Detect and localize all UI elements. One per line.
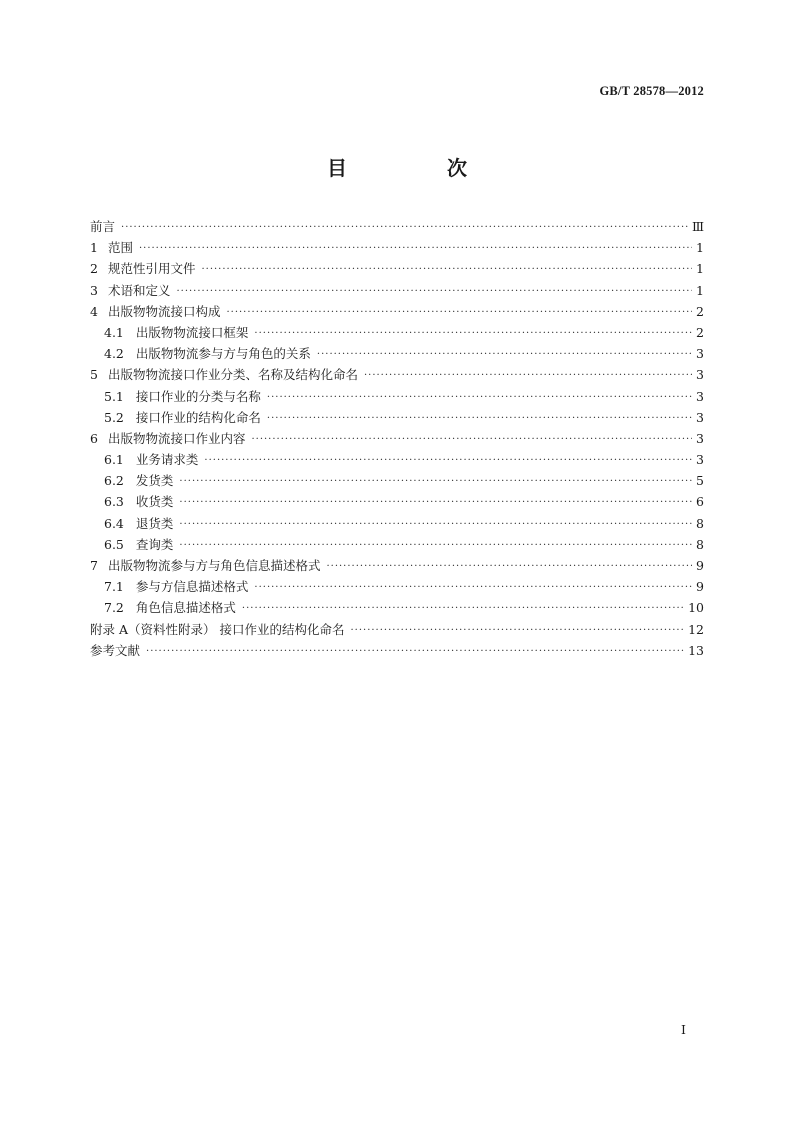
toc-entry[interactable]	[90, 576, 704, 597]
toc-entry-number: 4.1	[104, 324, 124, 340]
toc-dot-leader	[254, 577, 692, 598]
toc-entry-title: 出版物物流接口构成	[107, 303, 221, 319]
toc-dot-leader	[179, 535, 692, 556]
toc-entry[interactable]	[90, 534, 704, 555]
toc-entry-page: 6	[696, 494, 704, 510]
toc-entry-page: 12	[688, 621, 704, 637]
toc-entry-number: 6.3	[104, 494, 124, 510]
toc-entry-number: 7.1	[104, 579, 124, 595]
toc-entry-title: 附录 A（资料性附录） 接口作业的结构化命名	[90, 621, 345, 637]
toc-dot-leader	[146, 641, 684, 662]
toc-entry[interactable]	[90, 619, 704, 640]
toc-entry[interactable]	[90, 449, 704, 470]
toc-dot-leader	[326, 556, 692, 577]
toc-dot-leader	[350, 620, 684, 641]
toc-entry[interactable]	[90, 597, 704, 618]
toc-entry-number: 6.2	[104, 473, 124, 489]
toc-dot-leader	[121, 217, 688, 238]
toc-entry-title: 收货类	[135, 494, 174, 510]
toc-entry-page: 3	[696, 430, 704, 446]
toc-entry-title: 规范性引用文件	[107, 261, 196, 277]
toc-entry[interactable]	[90, 407, 704, 428]
page-number: I	[681, 1022, 686, 1037]
toc-dot-leader	[176, 281, 692, 302]
toc-dot-leader	[179, 492, 692, 513]
toc-entry-page: 8	[696, 536, 704, 552]
toc-entry-number: 3	[90, 282, 98, 298]
toc-entry[interactable]	[90, 428, 704, 449]
toc-entry[interactable]	[90, 364, 704, 385]
toc-entry-page: 9	[696, 579, 704, 595]
toc-entry[interactable]	[90, 470, 704, 491]
toc-entry-page: 8	[696, 515, 704, 531]
toc-entry-title: 出版物物流参与方与角色信息描述格式	[107, 558, 321, 573]
toc-entry-title: 出版物物流接口作业分类、名称及结构化命名	[107, 367, 358, 383]
toc-entry-page: 5	[696, 473, 704, 489]
toc-entry-number: 5.1	[104, 388, 124, 404]
toc-entry[interactable]	[90, 280, 704, 301]
toc-entry-number: 6	[90, 430, 98, 446]
toc-entry-page: 1	[696, 240, 704, 256]
toc-title: 目 次	[327, 156, 507, 180]
toc-dot-leader	[226, 302, 692, 323]
toc-entry-number: 1	[90, 240, 98, 256]
toc-entry-title: 范围	[107, 240, 133, 256]
toc-dot-leader	[139, 238, 692, 259]
toc-dot-leader	[179, 471, 692, 492]
toc-entry-title: 角色信息描述格式	[135, 600, 236, 616]
toc-dot-leader	[267, 387, 692, 408]
toc-entry[interactable]	[90, 301, 704, 322]
toc-entry-title: 出版物物流参与方与角色的关系	[135, 346, 311, 362]
toc-entry-page: 9	[696, 558, 704, 573]
toc-entry-title: 退货类	[135, 515, 174, 531]
toc-entry-page: 1	[696, 282, 704, 298]
toc-entry[interactable]	[90, 237, 704, 258]
toc-entry[interactable]	[90, 555, 704, 576]
toc-entry-number: 6.4	[104, 515, 124, 531]
toc-entry-number: 4.2	[104, 346, 124, 362]
toc-entry-title: 接口作业的分类与名称	[135, 388, 261, 404]
toc-dot-leader	[201, 259, 692, 280]
toc-entry-page: 10	[688, 600, 704, 616]
toc-entry-title: 查询类	[135, 536, 174, 552]
toc-entry-page: Ⅲ	[691, 219, 704, 234]
toc-entry-number: 5.2	[104, 409, 124, 425]
toc-entry-page: 2	[696, 303, 704, 319]
toc-entry-page: 1	[696, 261, 704, 277]
toc-entry-number: 2	[90, 261, 98, 277]
toc-dot-leader	[254, 323, 692, 344]
toc-dot-leader	[179, 514, 692, 535]
toc-entry-title: 参与方信息描述格式	[135, 579, 249, 595]
toc-dot-leader	[364, 365, 692, 386]
toc-entry-title: 业务请求类	[135, 452, 199, 468]
toc-dot-leader	[204, 450, 692, 471]
toc-entry[interactable]	[90, 258, 704, 279]
toc-entry-number: 6.1	[104, 452, 124, 468]
toc-entry-title: 发货类	[135, 473, 174, 489]
toc-entry[interactable]	[90, 513, 704, 534]
toc-entry[interactable]	[90, 386, 704, 407]
standard-code: GB/T 28578—2012	[599, 84, 704, 98]
toc-entry-title: 参考文献	[90, 642, 141, 658]
toc-entry[interactable]	[90, 640, 704, 661]
toc-entry-page: 3	[696, 346, 704, 362]
toc-entry-number: 7.2	[104, 600, 124, 616]
toc-entry[interactable]	[90, 216, 704, 237]
toc-entry-number: 4	[90, 303, 98, 319]
toc-entry[interactable]	[90, 491, 704, 512]
toc-entry-title: 出版物物流接口框架	[135, 324, 249, 340]
toc-entry-title: 出版物物流接口作业内容	[107, 430, 246, 446]
toc-entry-title: 接口作业的结构化命名	[135, 409, 261, 425]
table-of-contents	[90, 216, 704, 661]
toc-entry-page: 3	[696, 452, 704, 468]
toc-entry-number: 5	[90, 367, 98, 383]
toc-entry-page: 2	[696, 324, 704, 340]
toc-dot-leader	[317, 344, 692, 365]
toc-entry-title: 前言	[90, 219, 116, 234]
toc-entry[interactable]	[90, 322, 704, 343]
toc-entry-page: 3	[696, 409, 704, 425]
toc-entry-number: 7	[90, 558, 98, 573]
toc-entry-title: 术语和定义	[107, 282, 171, 298]
toc-entry-page: 3	[696, 388, 704, 404]
toc-entry-number: 6.5	[104, 536, 124, 552]
toc-dot-leader	[251, 429, 692, 450]
toc-dot-leader	[242, 598, 684, 619]
toc-entry-page: 3	[696, 367, 704, 383]
toc-entry[interactable]	[90, 343, 704, 364]
toc-entry-page: 13	[688, 642, 704, 658]
toc-dot-leader	[267, 408, 692, 429]
